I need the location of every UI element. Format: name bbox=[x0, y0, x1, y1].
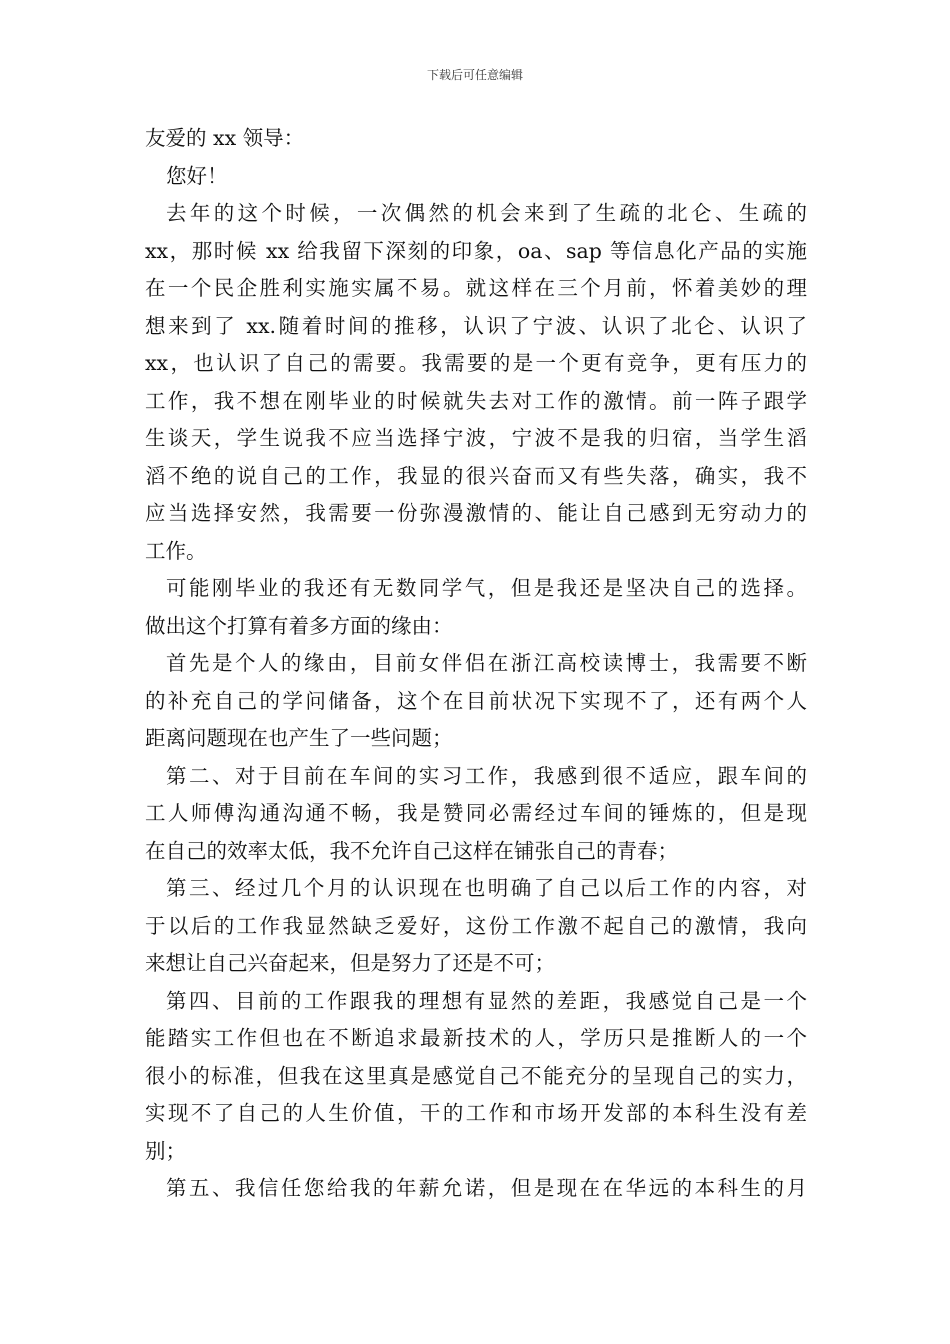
paragraph-line: 想来到了 xx.随着时间的推移，认识了宁波、认识了北仑、认识了 bbox=[145, 313, 807, 338]
paragraph-line: xx，也认识了自己的需要。我需要的是一个更有竞争，更有压力的 bbox=[145, 351, 807, 375]
paragraph-line: 在一个民企胜利实施实属不易。就这样在三个月前，怀着美妙的理 bbox=[145, 276, 807, 300]
paragraph-line: 第五、我信任您给我的年薪允诺，但是现在在华远的本科生的月 bbox=[166, 1176, 807, 1200]
paragraph-line: xx，那时候 xx 给我留下深刻的印象，oa、sap 等信息化产品的实施 bbox=[145, 238, 807, 263]
paragraph-line: 滔不绝的说自己的工作，我显的很兴奋而又有些失落，确实，我不 bbox=[145, 463, 807, 488]
paragraph-line: 实现不了自己的人生价值，干的工作和市场开发部的本科生没有差 bbox=[145, 1101, 807, 1125]
paragraph-line: 能踏实工作但也在不断追求最新技术的人，学历只是推断人的一个 bbox=[145, 1026, 807, 1050]
greeting-line: 您好！ bbox=[166, 163, 228, 188]
paragraph-line: 可能刚毕业的我还有无数同学气，但是我还是坚决自己的选择。 bbox=[166, 576, 807, 600]
page-header-note: 下载后可任意编辑 bbox=[426, 68, 523, 82]
paragraph-line: 生谈天，学生说我不应当选择宁波，宁波不是我的归宿，当学生滔 bbox=[145, 426, 807, 450]
paragraph-line: 距离问题现在也产生了一些问题； bbox=[145, 726, 453, 750]
paragraph-line: 工作，我不想在刚毕业的时候就失去对工作的激情。前一阵子跟学 bbox=[145, 388, 807, 413]
salutation-line: 友爱的 xx 领导： bbox=[145, 126, 305, 150]
paragraph-line: 应当选择安然，我需要一份弥漫激情的、能让自己感到无穷动力的 bbox=[145, 501, 807, 525]
paragraph-line: 第二、对于目前在车间的实习工作，我感到很不适应，跟车间的 bbox=[166, 763, 807, 788]
paragraph-line: 工作。 bbox=[145, 538, 207, 563]
paragraph-line: 首先是个人的缘由，目前女伴侣在浙江高校读博士，我需要不断 bbox=[166, 651, 807, 675]
paragraph-line: 第三、经过几个月的认识现在也明确了自己以后工作的内容，对 bbox=[166, 876, 807, 900]
paragraph-line: 很小的标准，但我在这里真是感觉自己不能充分的呈现自己的实力， bbox=[145, 1063, 807, 1088]
paragraph-line: 第四、目前的工作跟我的理想有显然的差距，我感觉自己是一个 bbox=[166, 988, 807, 1013]
paragraph-line: 工人师傅沟通沟通不畅，我是赞同必需经过车间的锤炼的，但是现 bbox=[145, 801, 807, 825]
paragraph-line: 来想让自己兴奋起来，但是努力了还是不可； bbox=[145, 951, 555, 975]
paragraph-line: 的补充自己的学问储备，这个在目前状况下实现不了，还有两个人 bbox=[145, 688, 807, 713]
paragraph-line: 于以后的工作我显然缺乏爱好，这份工作激不起自己的激情，我向 bbox=[145, 913, 807, 938]
paragraph-line: 做出这个打算有着多方面的缘由： bbox=[145, 613, 453, 638]
letter-body bbox=[145, 120, 807, 1208]
paragraph-line: 去年的这个时候，一次偶然的机会来到了生疏的北仑、生疏的 bbox=[166, 201, 807, 225]
paragraph-line: 别； bbox=[145, 1138, 186, 1163]
paragraph-line: 在自己的效率太低，我不允许自己这样在铺张自己的青春； bbox=[145, 838, 678, 863]
